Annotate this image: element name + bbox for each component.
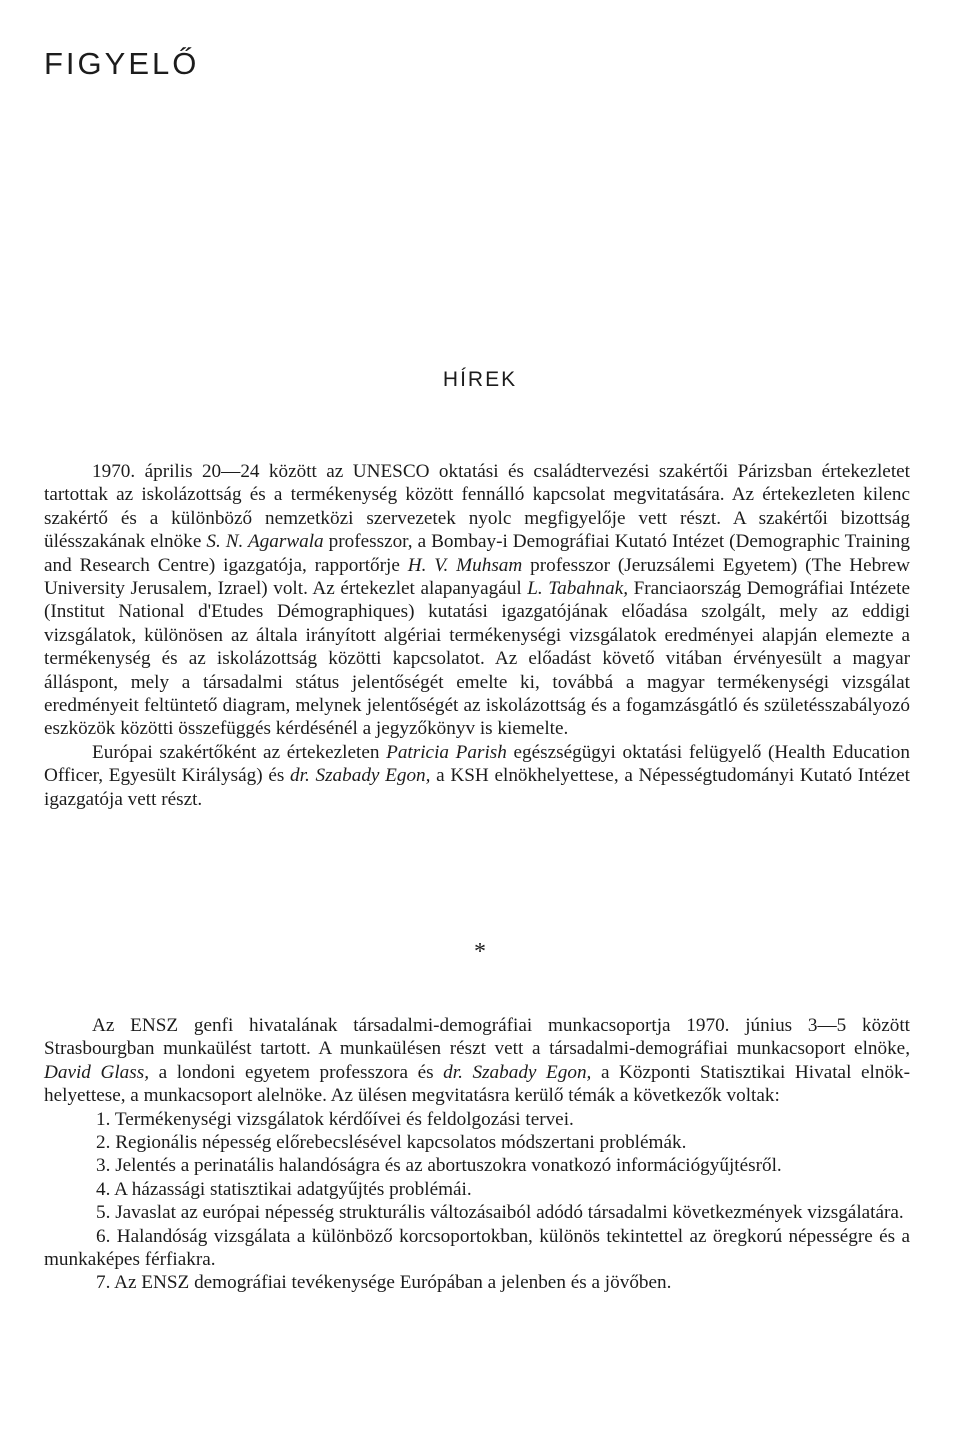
person-name: L. Tabahnak, — [527, 578, 629, 600]
text: 1970. április 20—24 között az UNESCO oktatási és családtervezési szakértői Párizsban értekezletet tartottak az iskolázottság és a termékenység között fennálló kapcsolat megvitatására. Az értekezleten kilenc szakértő és a különböző nemzetközi szervezetek nyolc megfigyelője vett részt. A szakértői bizottság ülésszakának elnöke — [44, 461, 910, 553]
text: Franciaország Demográfiai Intézete (Institut National d'Etudes Démographiques) kutatási igazgatójának előadása szolgált, mely az eddigi vizsgálatok, különösen az általa irányított algériai termékenységi vizsgálatok eredményei alapján elemezte a termékenység és az iskolázottság közötti kapcsolatot. Az előadást követő vitában érvényesült a magyar álláspont, mely a társadalmi státus jelentőségét emelte ki, továbbá a magyar termékenységi vizsgálat eredményeit feltüntető diagram, melynek jelentőségét az iskolázottság és a fogamzásgátló és születésszabályozó eszközök közötti összefüggés kérdésénél a jegyzőkönyv is kiemelte. — [44, 578, 910, 740]
subsection-title: HÍREK — [442, 368, 518, 391]
person-name: David Glass, — [44, 1061, 150, 1083]
text: Európai szakértőként az értekezleten — [92, 741, 387, 763]
text: a Központi Statisztikai Hivatal elnökhelyettese, a munkacsoport alelnöke. Az ülésen megvitatásra kerülő témák a következők voltak: — [44, 1061, 911, 1107]
person-name: H. V. Muhsam — [407, 554, 523, 576]
topic-list — [44, 1108, 910, 1295]
list-item: 4. A házassági statisztikai adatgyűjtés problémái. — [96, 1178, 472, 1200]
text: a KSH elnökhelyettese, a Népességtudományi Kutató Intézet igazgatója vett részt. — [44, 765, 910, 810]
paragraph — [44, 460, 910, 741]
text: a londoni egyetem professzora és — [149, 1061, 444, 1083]
list-item: 3. Jelentés a perinatális halandóságra és az abortuszokra vonatkozó információgyűjtésről. — [96, 1155, 782, 1177]
section-title: FIGYELŐ — [44, 46, 200, 81]
list-item: 5. Javaslat az európai népesség strukturális változásaiból adódó társadalmi következmények vizsgálatára. — [96, 1202, 904, 1224]
person-name: Patricia Parish — [386, 741, 507, 763]
list-item: 2. Regionális népesség előrebecslésével kapcsolatos módszertani problémák. — [96, 1132, 687, 1154]
person-name: dr. Szabady Egon, — [443, 1061, 592, 1083]
list-item: 1. Termékenységi vizsgálatok kérdőívei és feldolgozási tervei. — [96, 1108, 574, 1130]
list-item: 7. Az ENSZ demográfiai tevékenysége Európában a jelenben és a jövőben. — [96, 1272, 672, 1294]
list-item: 6. Halandóság vizsgálata a különböző korcsoportokban, különös tekintettel az öregkorú népességre és a munkaképes férfiakra. — [44, 1225, 910, 1271]
paragraph — [44, 741, 910, 811]
text: egészségügyi oktatási felügyelő (Health Education Officer, Egyesült Királyság) és — [44, 741, 910, 787]
section-separator: * — [474, 939, 486, 965]
person-name: dr. Szabady Egon, — [290, 765, 431, 787]
article-unesco — [44, 460, 910, 811]
text: Az ENSZ genfi hivatalának társadalmi-demográfiai munkacsoportja 1970. június 3—5 között Strasbourgban munkaülést tartott. A munkaülésen részt vett a társadalmi-demográfiai munkacsoport elnöke, — [44, 1015, 910, 1060]
article-ensz — [44, 1014, 910, 1295]
text: professzor (Jeruzsálemi Egyetem) (The Hebrew University Jerusalem, Izrael) volt. Az értekezlet alapanyagául — [44, 554, 910, 600]
text: professzor, a Bombay-i Demográfiai Kutató Intézet (Demographic Training and Research Centre) igazgatója, rapportőrje — [44, 531, 910, 576]
paragraph — [44, 1014, 910, 1108]
person-name: S. N. Agarwala — [206, 531, 324, 553]
